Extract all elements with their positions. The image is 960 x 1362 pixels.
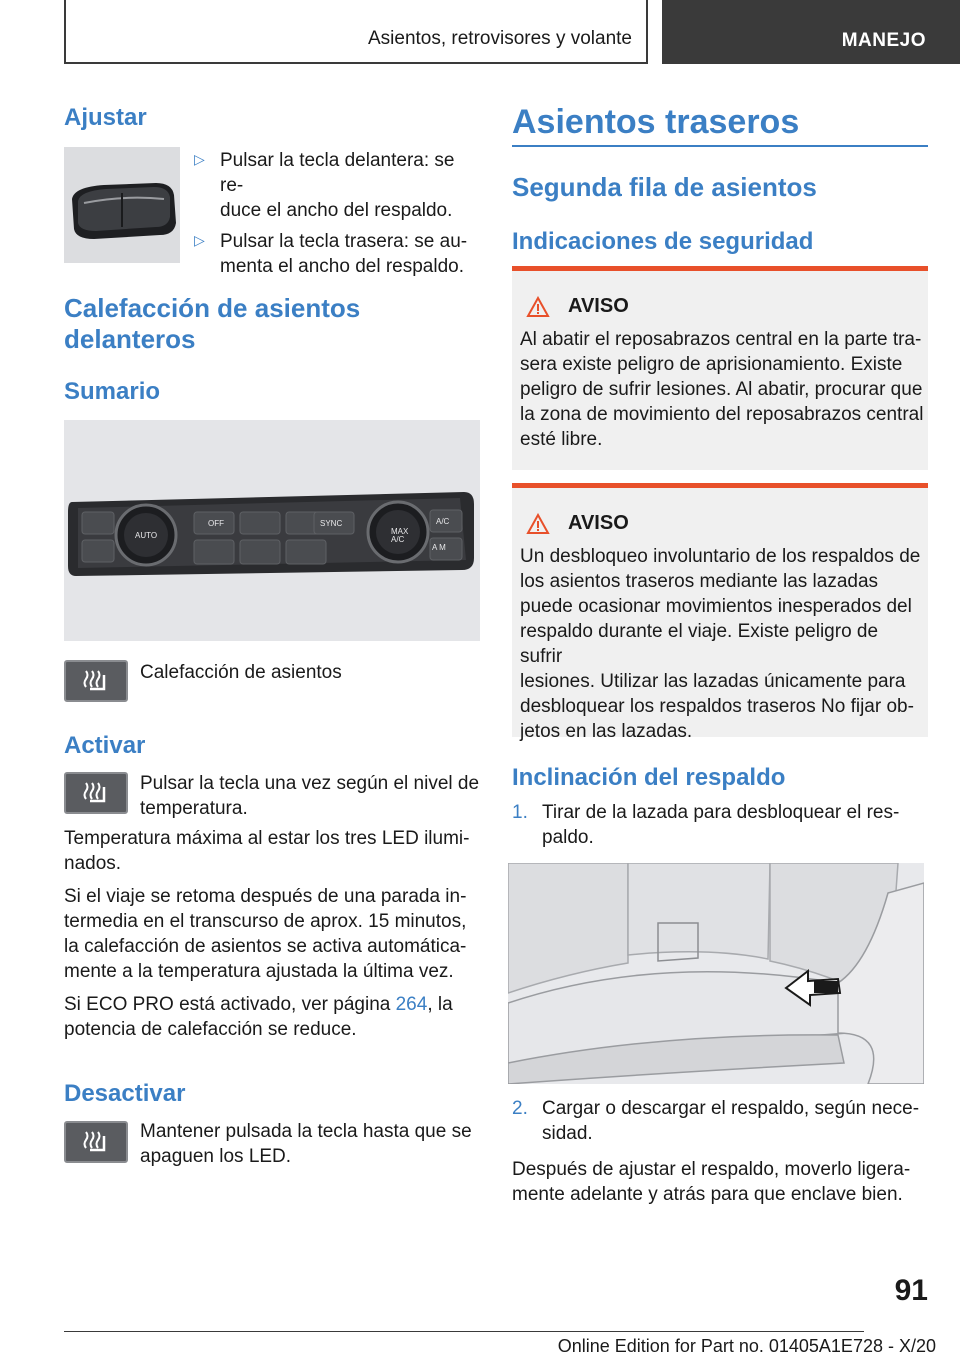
para2-line-2: termedia en el transcurso de aprox. 15 minutos,	[64, 911, 467, 932]
para3-text-end: , la	[427, 994, 453, 1015]
para3-text: Si ECO PRO está activado, ver página	[64, 994, 396, 1015]
ajustar-bullet-2	[190, 229, 480, 279]
activar-heading: Activar	[64, 732, 146, 759]
seat-width-switch-icon	[64, 147, 180, 263]
warning-box-1	[512, 266, 928, 470]
bullet-1-line-2: duce el ancho del respaldo.	[220, 200, 453, 221]
para2-line-3: la calefacción de asientos se activa automática-	[64, 936, 467, 957]
warning-1-line: esté libre.	[520, 429, 603, 450]
seat-heating-key-icon	[64, 660, 128, 702]
width-button-photo	[64, 147, 180, 263]
bullet-1-line-1: Pulsar la tecla delantera: se re-	[220, 150, 455, 196]
warning-2-line: respaldo durante el viaje. Existe peligro de sufrir	[520, 621, 879, 667]
warning-2-line: puede ocasionar movimientos inesperados del	[520, 596, 912, 617]
panel-am-label: A M	[432, 543, 446, 552]
triangle-bullet-icon: ▷	[194, 232, 205, 248]
warning-2-line: lesiones. Utilizar las lazadas únicamente para	[520, 671, 906, 692]
warning-2-text	[520, 544, 924, 744]
warning-1-text	[520, 327, 924, 452]
desactivar-line-2: apaguen los LED.	[140, 1146, 292, 1167]
seat-heat-icon	[76, 667, 116, 695]
footer-edition: Online Edition for Part no. 01405A1E728 - X/20	[557, 1336, 936, 1356]
sumario-heading: Sumario	[64, 378, 161, 405]
para2-line-4: mente a la temperatura ajustada la última vez.	[64, 961, 454, 982]
calefaccion-heading-line-2: delanteros	[64, 324, 196, 354]
header-section-title: Asientos, retrovisores y volante	[367, 28, 632, 49]
step-2-number: 2.	[512, 1098, 528, 1119]
para3-line-2: potencia de calefacción se reduce.	[64, 1019, 357, 1040]
ajustar-bullet-1	[190, 148, 480, 223]
header-chapter-box	[662, 0, 960, 64]
step-2	[512, 1096, 928, 1146]
warning-2-line: los asientos traseros mediante las lazadas	[520, 571, 879, 592]
warning-2-header	[526, 512, 629, 535]
after-line-2: mente adelante y atrás para que enclave bien.	[512, 1184, 903, 1205]
para3-line-1	[64, 992, 480, 1017]
panel-ac-button-label: A/C	[436, 517, 450, 526]
footer-rule	[64, 1331, 864, 1332]
warning-1-line: sera existe peligro de aprisionamiento. Existe	[520, 354, 903, 375]
climate-control-panel-illustration	[64, 420, 480, 641]
warning-2-line: Un desbloqueo involuntario de los respaldos de	[520, 546, 921, 567]
panel-sync-label: SYNC	[320, 519, 343, 528]
rear-seat-photo	[508, 863, 924, 1084]
warning-2-line: jetos en las lazadas.	[520, 721, 693, 742]
panel-off-label: OFF	[208, 519, 224, 528]
desactivar-heading: Desactivar	[64, 1080, 186, 1107]
activar-icon-text	[140, 771, 480, 821]
desactivar-key-icon	[64, 1121, 128, 1163]
warning-triangle-icon	[526, 296, 550, 318]
climate-panel-photo	[64, 420, 480, 641]
inclinacion-heading: Inclinación del respaldo	[512, 764, 786, 791]
safety-heading: Indicaciones de seguridad	[512, 228, 814, 255]
step-1	[512, 800, 928, 850]
section-title: Asientos traseros	[512, 103, 800, 141]
ajustar-heading: Ajustar	[64, 104, 147, 131]
warning-2-title: AVISO	[568, 512, 629, 534]
warning-triangle-icon	[526, 513, 550, 535]
rear-seat-illustration	[508, 863, 924, 1084]
triangle-bullet-icon: ▷	[194, 151, 205, 167]
desactivar-text	[140, 1119, 480, 1169]
panel-max-label: MAX	[391, 527, 409, 536]
seat-heat-icon	[76, 779, 116, 807]
para1-line-1: Temperatura máxima al estar los tres LED ilumi-	[64, 828, 470, 849]
step-1-number: 1.	[512, 802, 528, 823]
warning-1-title: AVISO	[568, 295, 629, 317]
warning-1-line: la zona de movimiento del reposabrazos central	[520, 404, 924, 425]
header-chapter-title: MANEJO	[841, 30, 926, 51]
para1-line-2: nados.	[64, 853, 122, 874]
page-number: 91	[894, 1274, 928, 1307]
bullet-2-line-2: menta el ancho del respaldo.	[220, 256, 464, 277]
after-line-1: Después de ajustar el respaldo, moverlo ligera-	[512, 1159, 911, 1180]
step-1-line-2: paldo.	[542, 827, 594, 848]
after-paragraph	[512, 1157, 928, 1207]
panel-ac-label: A/C	[391, 535, 405, 544]
subtitle: Segunda fila de asientos	[512, 172, 817, 202]
warning-1-line: peligro de sufrir lesiones. Al abatir, procurar que	[520, 379, 923, 400]
warning-box-2	[512, 483, 928, 742]
header-section-box	[64, 0, 648, 64]
step-2-line-2: sidad.	[542, 1123, 593, 1144]
calefaccion-heading-line-1: Calefacción de asientos	[64, 293, 361, 323]
seat-heating-caption: Calefacción de asientos	[140, 662, 342, 683]
step-2-line-1: Cargar o descargar el respaldo, según nece-	[542, 1098, 920, 1119]
warning-2-line: desbloquear los respaldos traseros No fijar ob-	[520, 696, 914, 717]
activar-icon-text-line-2: temperatura.	[140, 798, 248, 819]
desactivar-line-1: Mantener pulsada la tecla hasta que se	[140, 1121, 472, 1142]
panel-auto-label: AUTO	[135, 531, 158, 540]
step-1-line-1: Tirar de la lazada para desbloquear el res-	[542, 802, 900, 823]
warning-1-line: Al abatir el reposabrazos central en la parte tra-	[520, 329, 922, 350]
seat-heat-icon	[76, 1128, 116, 1156]
bullet-2-line-1: Pulsar la tecla trasera: se au-	[220, 231, 468, 252]
activar-key-icon	[64, 772, 128, 814]
warning-1-header	[526, 295, 629, 318]
activar-icon-text-line-1: Pulsar la tecla una vez según el nivel de	[140, 773, 480, 794]
ajustar-bullets	[190, 148, 480, 279]
activar-paragraphs	[64, 826, 480, 1042]
page-link[interactable]: 264	[395, 994, 428, 1015]
calefaccion-heading	[64, 293, 464, 355]
para2-line-1: Si el viaje se retoma después de una parada in-	[64, 886, 467, 907]
title-rule	[512, 145, 928, 147]
